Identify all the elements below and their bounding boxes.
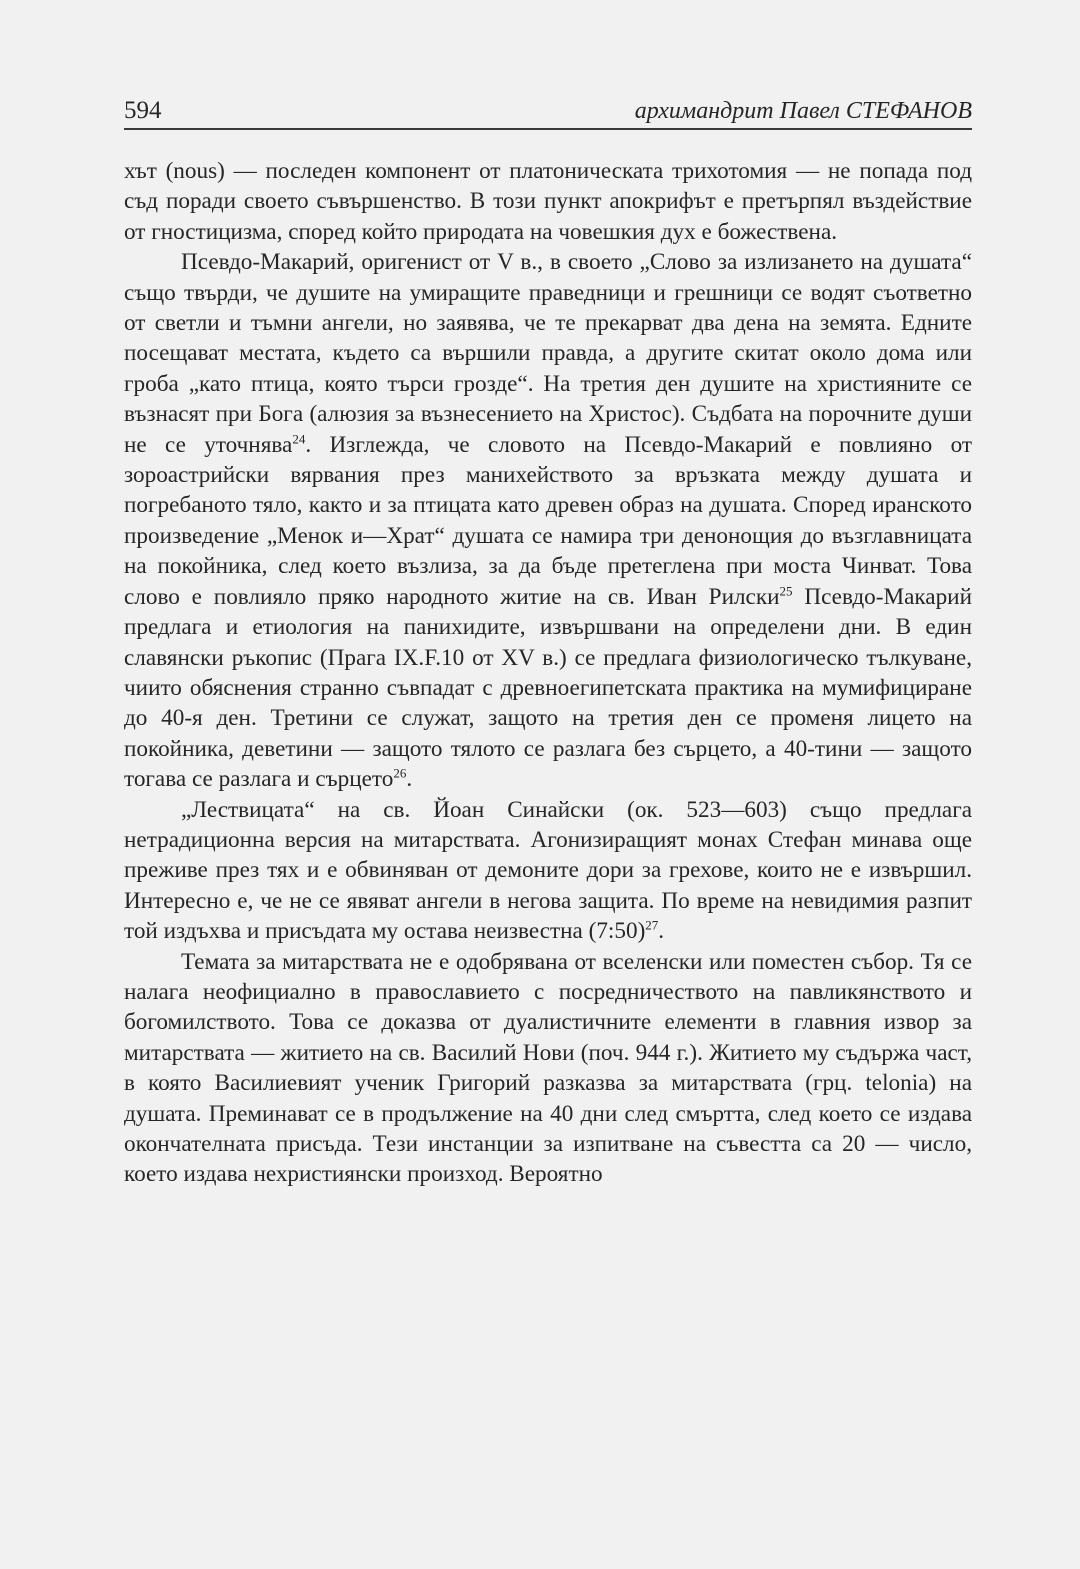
paragraph-2 — [124, 247, 972, 794]
text-segment: Псевдо-Макарий предлага и етиология на панихидите, извършвани на определени дни. В един славянски ръкопис (Прага IX.F.10 от XV в.) се предлага физиологическо тълкуване, чиито обяснения странно съвпадат с древноегипетската практика на мумифициране до 40-я ден. Третини се служат, защото на третия ден се променя лицето на покойника, деветини — защото тялото се разлага без сърцето, а 40-тини — защото тогава се разлага и сърцето — [124, 583, 972, 793]
text-segment: Псевдо-Макарий, оригенист от V в., в своето „Слово за излизането на душата“ също твърди, че душите на умиращите праведници и грешници се водят съответно от светли и тъмни ангели, но заявява, че те прекарват два дена на земята. Едните посещават местата, където са вършили правда, а другите скитат около дома или гроба „като птица, която търси грозде“. На третия ден душите на християните се възнасят при Бога (алюзия за възнесението на Христос). Съдбата на порочните души не се уточнява — [124, 249, 972, 458]
footnote-ref-27: 27 — [645, 917, 659, 933]
paragraph-3 — [124, 795, 972, 947]
text-segment: . — [658, 918, 665, 945]
text-segment: „Лествицата“ на св. Йоан Синайски (ок. 523—603) също предлага нетрадиционна версия на митарствата. Агонизиращият монах Стефан минава още преживе през тях и е обвиняван от демоните дори за грехове, които не е извършил. Интересно е, че не се явяват ангели в негова защита. По време на невидимия разпит той издъхва и присъдата му остава неизвестна (7:50) — [124, 796, 972, 945]
footnote-ref-25: 25 — [779, 582, 793, 598]
running-head — [124, 96, 972, 130]
paragraph-4 — [124, 947, 972, 1190]
page-number: 594 — [124, 97, 162, 124]
text-segment: хът (nous) — последен компонент от платоническата трихотомия — не попада под съд поради своето съвършенство. В този пункт апокрифът е претърпял въздействие от гностицизма, според който природата на човешкия дух е божествена. — [124, 158, 972, 245]
text-segment: Темата за митарствата не е одобрявана от вселенски или поместен събор. Тя се налага неофициално в православието с посредничеството на павликянството и богомилството. Това се доказва от дуалистичните елементи в главния извор за митарствата — житието на св. Василий Нови (поч. 944 г.). Житието му съдържа част, в която Василиевият ученик Григорий разказва за митарствата (грц. telonia) на душата. Преминават се в продължение на 40 дни след смъртта, след което се издава окончателната присъда. Тези инстанции за изпитване на съвестта са 20 — число, което издава нехристиянски произход. Вероятно — [124, 948, 972, 1188]
paragraph-1 — [124, 156, 972, 247]
footnote-ref-24: 24 — [292, 430, 306, 446]
running-title: архимандрит Павел СТЕФАНОВ — [634, 98, 972, 124]
book-page — [124, 96, 972, 1190]
text-segment: . Изглежда, че словото на Псевдо-Макарий е повлияно от зороастрийски вярвания през манихейството за връзката между душата и погребаното тяло, както и за птицата като древен образ на душата. Според иранското произведение „Менок и—Храт“ душата се намира три денонощия до възглавницата на покойника, след което възлиза, за да бъде претеглена при моста Чинват. Това слово е повлияло пряко народното житие на св. Иван Рилски — [124, 431, 972, 610]
footnote-ref-26: 26 — [393, 765, 407, 781]
text-segment: . — [406, 766, 413, 793]
body-text — [124, 156, 972, 1190]
